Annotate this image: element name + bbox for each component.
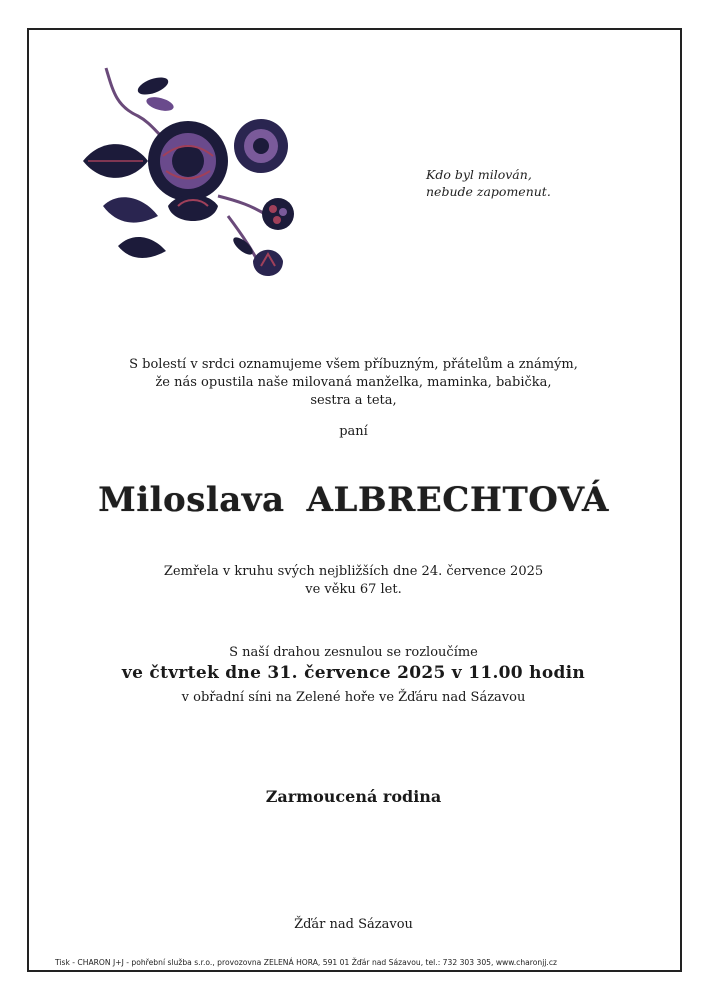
intro-line-1: S bolestí v srdci oznamujeme všem příbuzným, přátelům a známým, xyxy=(129,357,578,372)
intro-line-2: že nás opustila naše milovaná manželka, maminka, babička, xyxy=(155,375,552,390)
death-line-2: ve věku 67 let. xyxy=(305,582,402,597)
ceremony-date: ve čtvrtek dne 31. července 2025 v 11.00 hodin xyxy=(121,663,586,683)
motto-line-1: Kdo byl milován, xyxy=(426,167,532,182)
signature: Zarmoucená rodina xyxy=(265,787,442,806)
intro-line-3: sestra a teta, xyxy=(310,393,397,408)
ceremony-intro: S naší drahou zesnulou se rozloučíme xyxy=(229,645,478,660)
deceased-name xyxy=(0,480,707,520)
surname: ALBRECHTOVÁ xyxy=(306,480,609,520)
motto-line-2: nebude zapomenut. xyxy=(426,184,551,199)
motto-quote xyxy=(426,166,551,200)
death-notice xyxy=(0,563,707,599)
first-name: Miloslava xyxy=(98,480,285,520)
death-line-1: Zemřela v kruhu svých nejbližších dne 24. července 2025 xyxy=(163,564,544,579)
ceremony-place: v obřadní síni na Zelené hoře ve Žďáru nad Sázavou xyxy=(181,690,526,705)
announcement-intro xyxy=(0,356,707,410)
printer-footer: Tisk - CHARON J+J - pohřební služba s.r.o., provozovna ZELENÁ HORA, 591 01 Žďár nad Sázavou, tel.: 732 303 305, www.charonjj.cz xyxy=(55,958,558,967)
honorific: paní xyxy=(339,424,368,439)
floral-ornament-icon xyxy=(78,66,308,298)
city: Žďár nad Sázavou xyxy=(294,917,413,932)
